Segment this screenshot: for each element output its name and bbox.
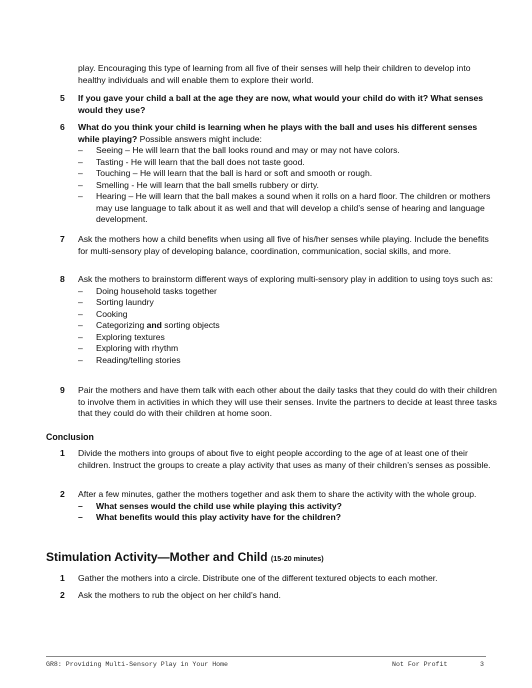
item-number: 5 <box>60 93 65 103</box>
sub-item: – What benefits would this play activity have for the children? <box>78 512 341 522</box>
dash-bullet: – <box>78 308 83 319</box>
item-body <box>78 489 498 524</box>
item-text: Gather the mothers into a circle. Distribute one of the different textured objects to each mother. <box>78 573 438 583</box>
dash-bullet: – <box>78 191 83 201</box>
dash-bullet: – <box>78 320 83 330</box>
item-text: Ask the mothers to rub the object on her child’s hand. <box>78 590 281 600</box>
item-text: Pair the mothers and have them talk with each other about the daily tasks that they could do with their children to involve them in activities in which they will use their senses. Invite the partners to decide at least three tasks that they could do with their children at home soon. <box>78 385 497 418</box>
footer-rule <box>46 656 486 657</box>
sub-item: – Categorizing and sorting objects <box>78 320 220 330</box>
dash-bullet: – <box>78 500 83 511</box>
stimulation-title: Stimulation Activity—Mother and Child <box>46 550 268 564</box>
item-number: 9 <box>60 385 65 395</box>
item-number: 2 <box>60 489 65 499</box>
dash-bullet: – <box>78 168 83 178</box>
dash-bullet: – <box>78 512 83 522</box>
item-body <box>78 122 498 226</box>
item-question: If you gave your child a ball at the age they are now, what would your child do with it? What senses would they use? <box>78 93 484 115</box>
dash-bullet: – <box>78 297 83 307</box>
dash-bullet: – <box>78 331 83 342</box>
item-number: 1 <box>60 448 65 458</box>
dash-bullet: – <box>78 343 83 353</box>
item-text: Ask the mothers to brainstorm different ways of exploring multi-sensory play in addition to using toys such as: <box>78 274 493 284</box>
sub-item: – Exploring textures <box>78 331 165 342</box>
dash-bullet: – <box>78 179 83 190</box>
question-rest: Possible answers might include: <box>137 133 262 144</box>
conclusion-heading: Conclusion <box>46 432 94 442</box>
stimulation-heading <box>46 550 324 564</box>
item-number: 6 <box>60 122 65 132</box>
sub-item: – Reading/telling stories <box>78 354 181 365</box>
sub-item: – Doing household tasks together <box>78 285 217 296</box>
sub-item: – Seeing – He will learn that the ball looks round and may or may not have colors. <box>78 145 400 155</box>
sub-item: – Cooking <box>78 308 128 319</box>
sub-item: – Exploring with rhythm <box>78 343 179 353</box>
dash-bullet: – <box>78 354 83 365</box>
dash-bullet: – <box>78 145 83 155</box>
question-bold: What do you think your child is learning when he plays with the ball and uses his different senses while playing? <box>78 122 478 144</box>
intro-paragraph: play. Encouraging this type of learning from all five of their senses will help their children to develop into healthy individuals and will enable them to explore their world. <box>78 63 471 85</box>
sub-item: – Sorting laundry <box>78 297 154 307</box>
item-number: 1 <box>60 573 65 583</box>
sub-item: – What senses would the child use while playing this activity? <box>78 500 342 511</box>
stimulation-minutes: (15-20 minutes) <box>270 554 324 563</box>
sub-item: – Hearing – He will learn that the ball makes a sound when it rolls on a hard floor. The children or mothers may use language to talk about it as well and that will develop a child’s sense of hearing and language development. <box>78 191 491 224</box>
sub-item: – Touching – He will learn that the ball is hard or soft and smooth or rough. <box>78 168 373 178</box>
item-text: After a few minutes, gather the mothers together and ask them to share the activity with the whole group. <box>78 489 477 499</box>
item-number: 2 <box>60 590 65 600</box>
item-question <box>78 122 498 145</box>
item-number: 7 <box>60 234 65 244</box>
item-text: Ask the mothers how a child benefits when using all five of his/her senses while playing. Include the benefits for multi-sensory play of developing balance, coordination, communication, social skills, and more. <box>78 234 489 256</box>
page-number: 3 <box>480 661 484 668</box>
dash-bullet: – <box>78 156 83 167</box>
sub-item: – Smelling - He will learn that the ball smells rubbery or dirty. <box>78 179 319 190</box>
footer-title: GR8: Providing Multi-Sensory Play in Your Home <box>46 661 229 668</box>
item-body <box>78 274 498 366</box>
sub-item: – Tasting - He will learn that the ball does not taste good. <box>78 156 305 167</box>
item-text: Divide the mothers into groups of about five to eight people according to the age of at least one of their children. Instruct the groups to create a play activity that uses as many of their children’s senses as possible. <box>78 448 491 470</box>
dash-bullet: – <box>78 285 83 296</box>
item-number: 8 <box>60 274 65 284</box>
footer-notice: Not For Profit <box>392 661 448 668</box>
